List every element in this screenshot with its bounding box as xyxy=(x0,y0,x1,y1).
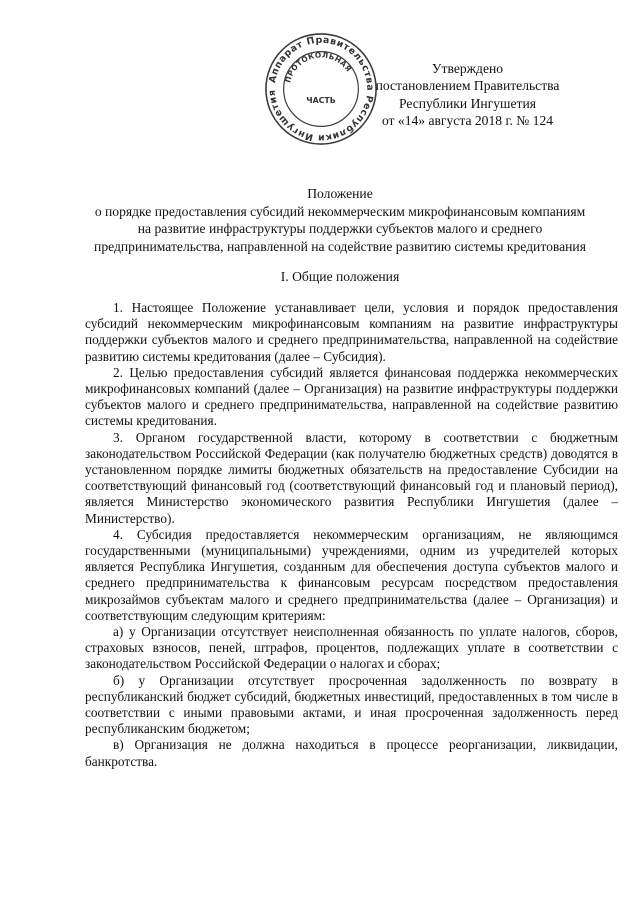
seal-outer-text: Аппарат Правительства Республики Ингушетия xyxy=(266,34,376,144)
document-body xyxy=(85,300,618,770)
approval-authority: постановлением Правительства xyxy=(375,78,560,94)
approval-label: Утверждено xyxy=(431,61,504,76)
paragraph-3: 3. Органом государственной власти, которому в соответствии с бюджетным законодательством Российской Федерации (как получателю бюджетных средств) доводятся в установленном порядке лимиты бюджетных обязательств на предоставление Субсидии на соответствующий финансовый год (соответствующий финансовый год и плановый период), является Министерство экономического развития Республики Ингушетия (далее – Министерство). xyxy=(85,429,618,526)
approval-date-number: от «14» августа 2018 г. № 124 xyxy=(381,113,554,129)
approval-stamp-block xyxy=(355,60,580,130)
section-heading: I. Общие положения xyxy=(280,269,400,284)
document-subtitle-line: о порядке предоставления субсидий некоммерческим микрофинансовым компаниям xyxy=(94,203,586,219)
document-title-block xyxy=(55,185,625,255)
document-subtitle-line: предпринимательства, направленной на содействие развитию системы кредитования xyxy=(94,238,586,254)
paragraph-4c: в) Организация не должна находиться в процессе реорганизации, ликвидации, банкротства. xyxy=(85,737,618,769)
seal-inner-text: ПРОТОКОЛЬНАЯ xyxy=(283,50,354,84)
approval-republic: Республики Ингушетия xyxy=(398,95,537,111)
paragraph-4b: б) у Организации отсутствует просроченная задолженность по возврату в республиканский бюджет субсидий, бюджетных инвестиций, предоставленных в том числе в соответствии с иными правовыми актами, и иная просроченная задолженность перед республиканским бюджетом; xyxy=(85,672,618,737)
svg-text:ПРОТОКОЛЬНАЯ xyxy=(283,50,353,83)
paragraph-2: 2. Целью предоставления субсидий является финансовая поддержка некоммерческих микрофинансовых компаний (далее – Организация) на развитие инфраструктуры поддержки субъектов малого и среднего предпринимательства, направленной на содействие развитию системы кредитования. xyxy=(85,364,618,429)
paragraph-4a: а) у Организации отсутствует неисполненная обязанность по уплате налогов, сборов, страховых взносов, пеней, штрафов, процентов, подлежащих уплате в соответствии с законодательством Российской Федерации о налогах и сборах; xyxy=(85,624,618,672)
seal-center-text: ЧАСТЬ xyxy=(306,95,336,105)
paragraph-4: 4. Субсидия предоставляется некоммерческим организациям, не являющимся государственными (муниципальными) учреждениями, одним из учредителей которых является Республика Ингушетия, созданным для обеспечения доступа субъектов малого и среднего предпринимательства к финансовым ресурсам посредством предоставления микрозаймов субъектам малого и среднего предпринимательства (далее – Организация) и соответствующим следующим критериям: xyxy=(85,526,618,623)
document-subtitle-line: на развитие инфраструктуры поддержки субъектов малого и среднего xyxy=(137,221,543,237)
paragraph-1: 1. Настоящее Положение устанавливает цели, условия и порядок предоставления субсидий некоммерческим микрофинансовым компаниям на развитие инфраструктуры поддержки субъектов малого и среднего предпринимательства, направленной на содействие развитию системы кредитования (далее – Субсидия). xyxy=(85,300,618,364)
document-title: Положение xyxy=(307,186,373,201)
